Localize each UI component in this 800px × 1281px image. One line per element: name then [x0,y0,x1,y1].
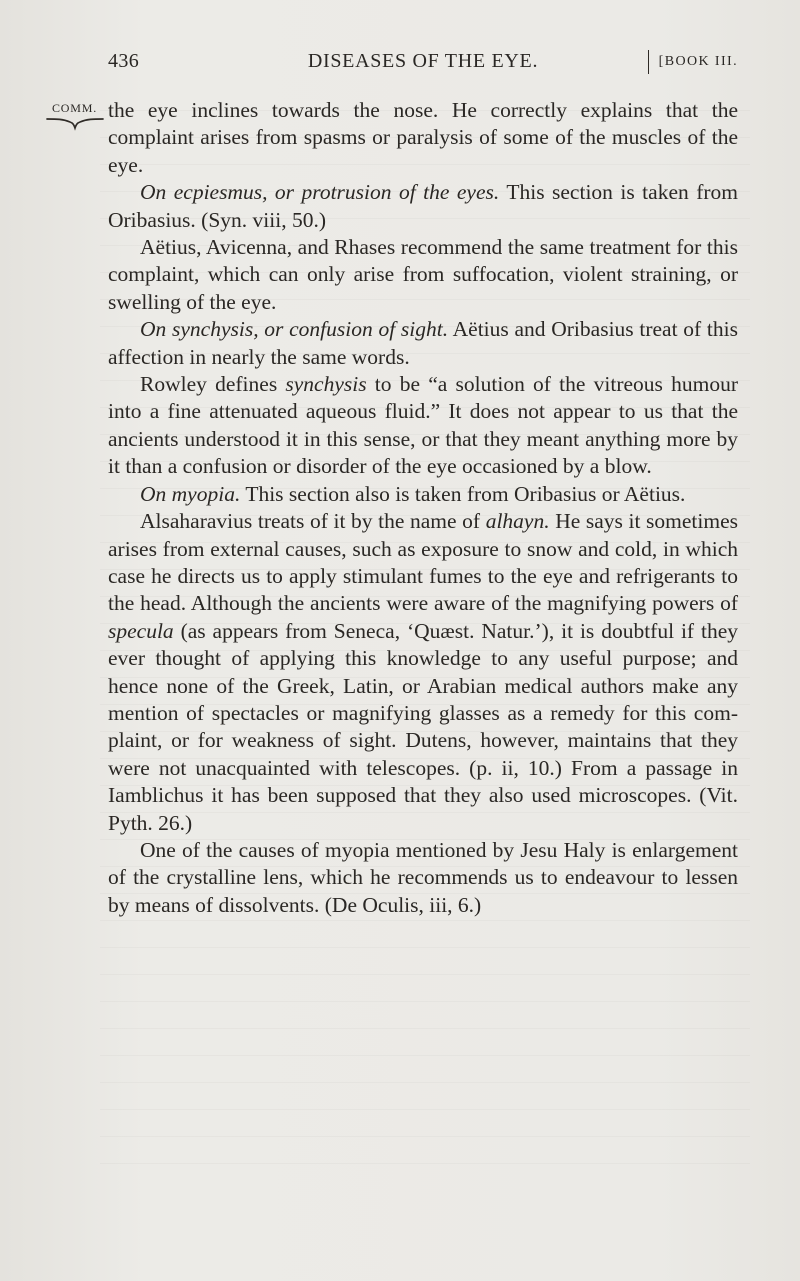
body-text [108,97,738,919]
italic-text: On synchysis, or confusion of sight. [140,317,449,342]
italic-text: On ecpiesmus, or protrusion of the eyes. [140,180,500,205]
body-paragraph [108,481,738,508]
text-segment: Alsaharavius treats of it by the name of [140,509,486,534]
body-paragraph [108,371,738,481]
page-number: 436 [108,50,140,72]
italic-text: synchysis [285,372,367,397]
body-paragraph [108,508,738,837]
text-segment: This section also is taken from Oribasius or Aëtius. [240,481,686,506]
body-paragraph [108,97,738,179]
body-paragraph [108,316,738,371]
body-paragraph [108,837,738,919]
body-paragraph [108,234,738,316]
book-label: [BOOK III. [648,50,738,74]
text-segment: to be “a solution of the vitreous humour into a fine attenuated aqueous fluid.” It does not appear to us that the ancients understood it in this sense, or that they meant anything more by it than a confusion or disorder of the eye occasioned by a blow. [108,372,738,479]
margin-brace-icon [45,115,105,131]
text-segment: the eye inclines towards the nose. He correctly explains that the complaint arises from spasms or paralysis of some of the muscles of the eye. [108,98,738,177]
running-title: DISEASES OF THE EYE. [307,50,539,72]
text-segment: He says it sometimes arises from external causes, such as exposure to snow and cold, in which case he directs us to apply stimulant fumes to the eye and refrigerants to the head. Although the ancients were aware of the magnifying powers of [108,509,738,616]
italic-text: specula [108,618,174,643]
text-segment: This section is taken from Oribasius. (Syn. viii, 50.) [108,180,738,232]
text-segment: Aëtius and Oribasius treat of this affection in nearly the same words. [108,317,738,369]
text-segment: (as appears from Seneca, ‘Quæst. Natur.’), it is doubtful if they ever thought of applying this knowledge to any useful purpose; and hence none of the Greek, Latin, or Arabian medical authors make any mention of spectacles or magnifying glasses as a remedy for this complaint, or for weakness of sight. Dutens, however, maintains that they were not unacquainted with telescopes. (p. ii, 10.) From a passage in Iamblichus it has been supposed that they also used microscopes. (Vit. Pyth. 26.) [108,618,738,835]
text-segment: One of the causes of myopia mentioned by Jesu Haly is enlargement of the crystalline lens, which he recommends us to endeavour to lessen by means of dissolvents. (De Oculis, iii, 6.) [108,837,738,917]
margin-note-comm: COMM. [52,101,98,115]
italic-text: alhayn. [485,509,550,534]
italic-text: On myopia. [140,481,241,506]
running-header [108,50,738,80]
text-segment: Rowley defines [140,372,286,397]
body-paragraph [108,179,738,234]
text-segment: Aëtius, Avicenna, and Rhases recommend the same treatment for this complaint, which can only arise from suffocation, violent straining, or swelling of the eye. [108,235,738,314]
